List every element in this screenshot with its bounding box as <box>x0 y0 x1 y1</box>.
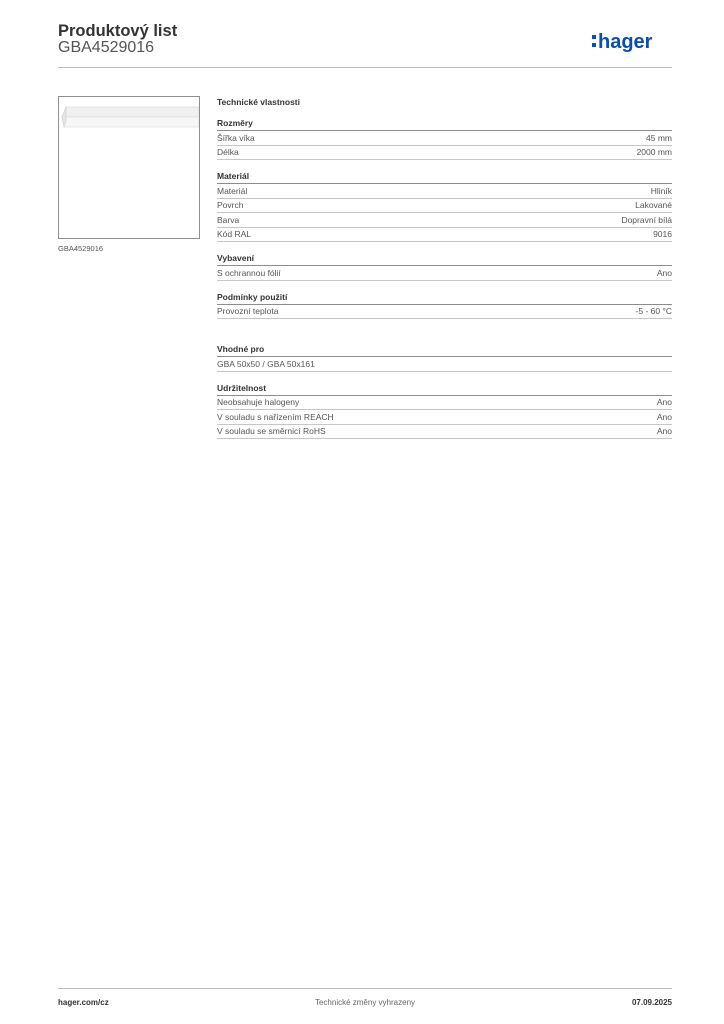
spec-value: Lakované <box>635 200 672 211</box>
spec-label: Povrch <box>217 200 244 211</box>
spec-label: V souladu s nařízením REACH <box>217 411 334 422</box>
spec-group-material <box>217 170 672 242</box>
spec-label: S ochrannou fólií <box>217 267 281 278</box>
spec-group-equipment <box>217 252 672 281</box>
group-title: Vhodné pro <box>217 343 672 357</box>
spec-label: Provozní teplota <box>217 306 279 317</box>
spec-label: GBA 50x50 / GBA 50x161 <box>217 358 315 369</box>
footer-notice: Technické změny vyhrazeny <box>314 998 416 1007</box>
footer-date: 07.09.2025 <box>631 998 672 1007</box>
spec-label: V souladu se směrnicí RoHS <box>217 426 326 437</box>
spec-row <box>217 266 672 281</box>
spec-value: Ano <box>656 411 672 422</box>
spec-group-suitable-for <box>217 343 672 372</box>
spec-label: Kód RAL <box>217 229 252 240</box>
spec-value: 9016 <box>653 229 672 240</box>
spec-value: Hliník <box>650 185 672 196</box>
spec-value: 45 mm <box>646 132 672 143</box>
group-title: Udržitelnost <box>217 382 672 396</box>
spec-value: Ano <box>656 397 672 408</box>
page-footer <box>58 998 672 1010</box>
spec-row <box>217 305 672 320</box>
product-image-caption: GBA4529016 <box>58 244 104 253</box>
spec-row <box>217 131 672 146</box>
product-image <box>59 97 199 238</box>
spec-value: -5 - 60 °C <box>635 306 672 317</box>
spec-label: Materiál <box>217 185 248 196</box>
spec-row <box>217 396 672 411</box>
header-divider <box>58 67 672 68</box>
spec-label: Délka <box>217 147 239 158</box>
spec-row <box>217 425 672 440</box>
spec-row <box>217 228 672 243</box>
group-title: Podmínky použití <box>217 291 672 305</box>
spec-group-dimensions <box>217 117 672 160</box>
spec-row <box>217 146 672 161</box>
spec-label: Neobsahuje halogeny <box>217 397 300 408</box>
product-code: GBA4529016 <box>58 39 155 56</box>
page-title: Produktový list <box>58 22 178 40</box>
footer-divider <box>58 988 672 989</box>
spec-value: Ano <box>656 426 672 437</box>
hager-logo <box>592 28 672 56</box>
spec-row <box>217 199 672 214</box>
group-title: Materiál <box>217 170 672 184</box>
product-image-frame <box>58 96 200 239</box>
spec-label: Šířka víka <box>217 132 255 143</box>
logo-wordmark: hager <box>598 31 653 53</box>
spec-label: Barva <box>217 214 240 225</box>
footer-website-link[interactable]: hager.com/cz <box>58 998 109 1007</box>
technical-specs <box>217 96 672 449</box>
group-title: Rozměry <box>217 117 672 131</box>
spec-group-conditions <box>217 291 672 320</box>
spec-group-sustainability <box>217 382 672 440</box>
spec-value: Ano <box>656 267 672 278</box>
spec-row <box>217 213 672 228</box>
group-title: Vybavení <box>217 252 672 266</box>
spec-row <box>217 357 672 372</box>
specs-title: Technické vlastnosti <box>217 97 300 107</box>
page-header <box>58 22 672 68</box>
spec-value: Dopravní bílá <box>621 214 672 225</box>
spec-row <box>217 410 672 425</box>
spec-row <box>217 184 672 199</box>
spec-value: 2000 mm <box>636 147 672 158</box>
